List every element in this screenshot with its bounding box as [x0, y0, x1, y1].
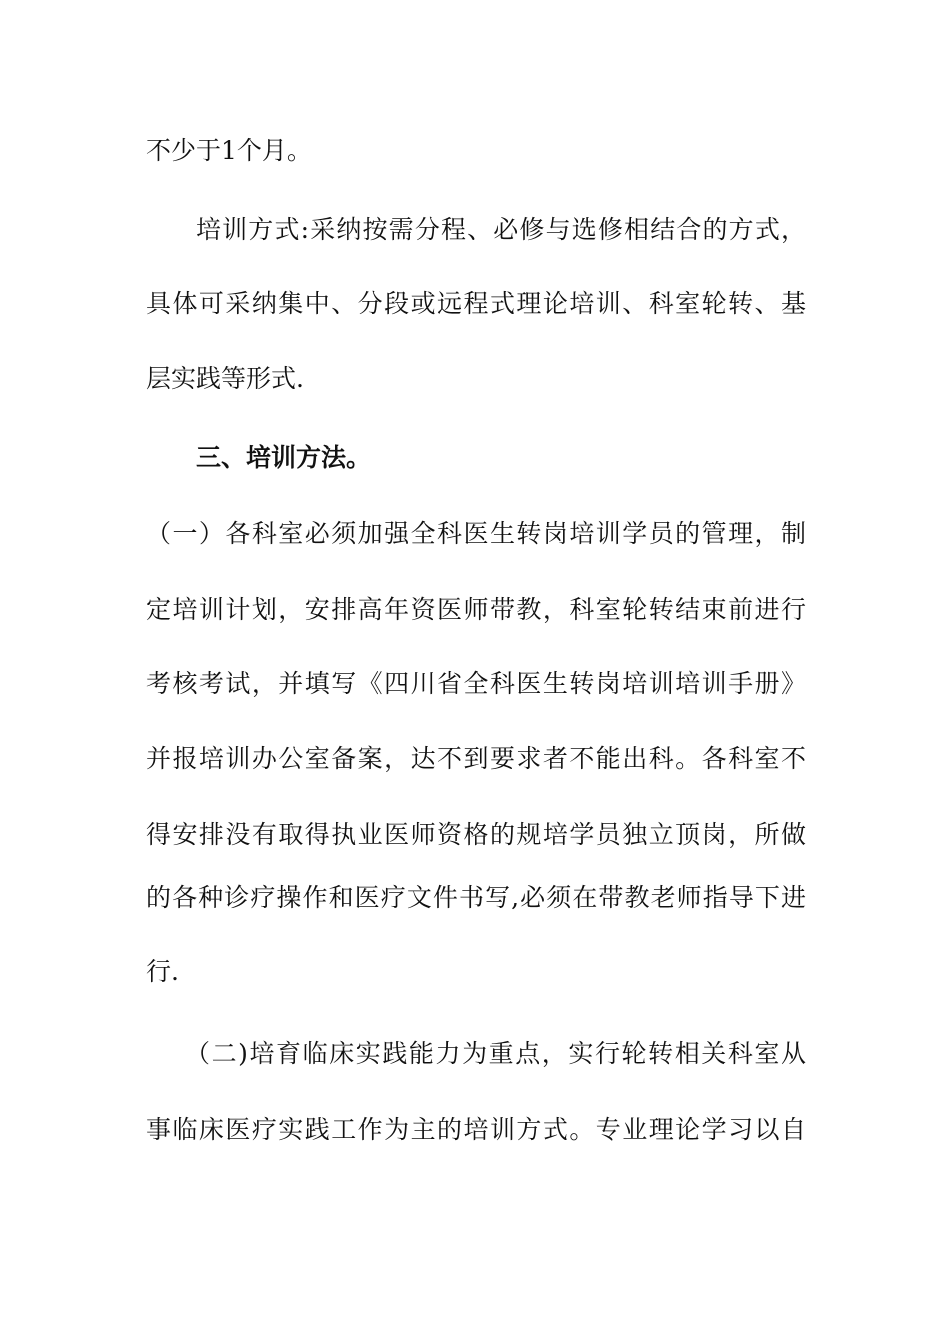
- section-heading: 三、培训方法。: [196, 443, 372, 472]
- text-line-10: 得安排没有取得执业医师资格的规培学员独立顶岗，所做: [146, 820, 806, 849]
- text-line-4: 层实践等形式.: [146, 364, 304, 393]
- text-line-14: 事临床医疗实践工作为主的培训方式。专业理论学习以自: [146, 1115, 806, 1144]
- text-line-13: （二)培育临床实践能力为重点，实行轮转相关科室从: [185, 1039, 806, 1068]
- text-line-7: 定培训计划，安排高年资医师带教，科室轮转结束前进行: [146, 595, 806, 624]
- text-line-12: 行.: [146, 957, 179, 986]
- text-line-11: 的各种诊疗操作和医疗文件书写,必须在带教老师指导下进: [146, 883, 806, 912]
- text-line-3: 具体可采纳集中、分段或远程式理论培训、科室轮转、基: [146, 289, 806, 318]
- text-line-6: （一）各科室必须加强全科医生转岗培训学员的管理，制: [146, 519, 806, 548]
- text-line-1: 不少于1个月。: [146, 136, 312, 165]
- text-line-8: 考核考试，并填写《四川省全科医生转岗培训培训手册》: [146, 669, 806, 698]
- text-line-2: 培训方式:采纳按需分程、必修与选修相结合的方式，: [196, 215, 806, 244]
- text-line-9: 并报培训办公室备案，达不到要求者不能出科。各科室不: [146, 744, 806, 773]
